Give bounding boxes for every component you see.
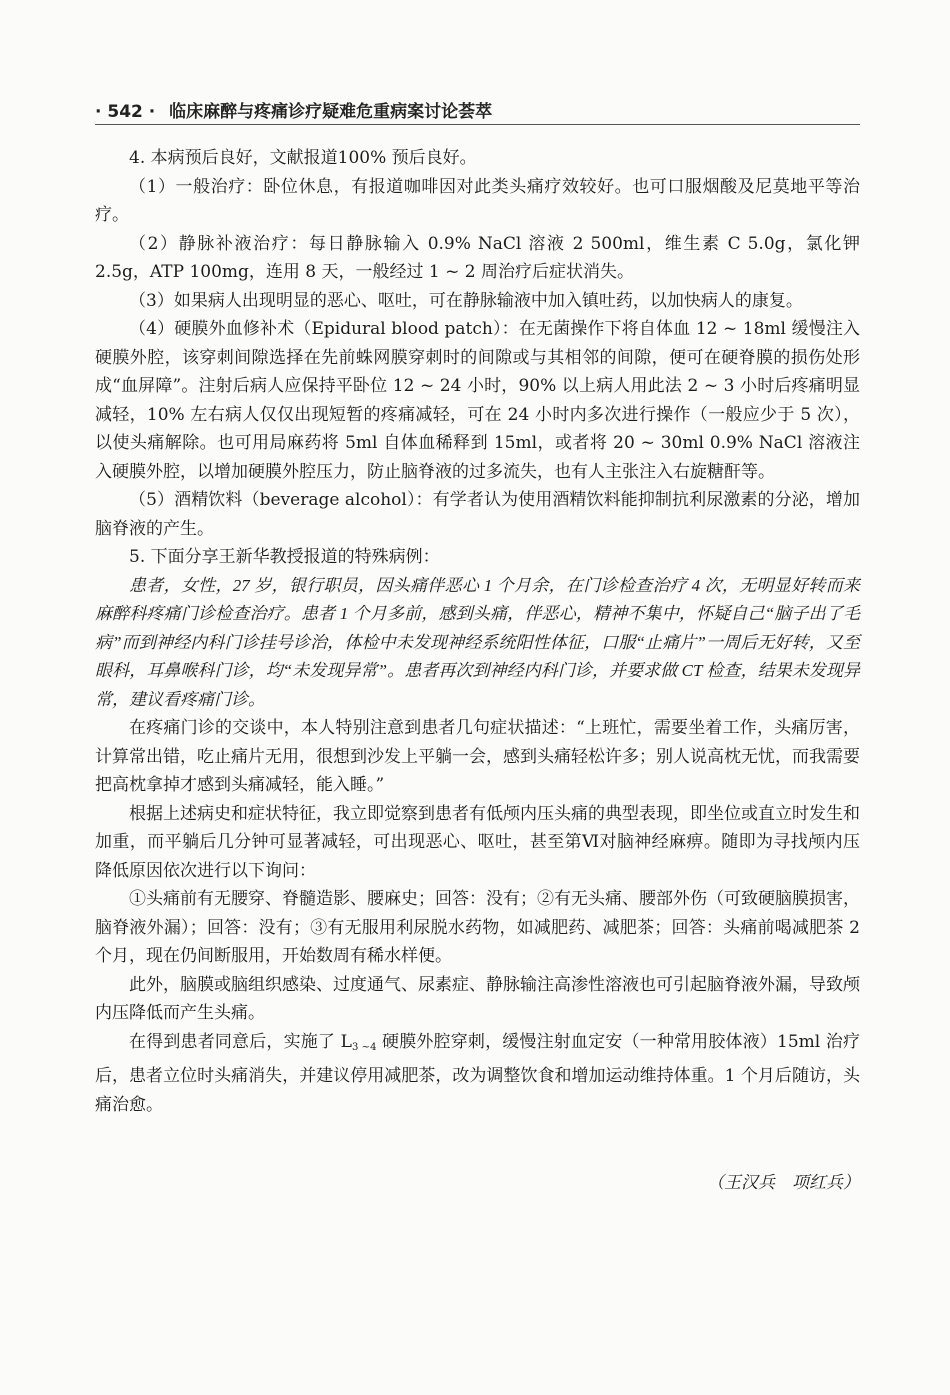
paragraph-prognosis: 4. 本病预后良好，文献报道100% 预后良好。	[129, 148, 477, 168]
paragraph-diagnosis: 根据上述病史和症状特征，我立即觉察到患者有低颅内压头痛的典型表现，即坐位或直立时发生和加重，而平躺后几分钟可显著减轻，可出现恶心、呕吐，甚至第Ⅵ对脑神经麻痹。随即为寻找颅内压降低原因依次进行以下询问：	[95, 803, 860, 881]
paragraph-general-treatment: （1）一般治疗：卧位休息，有报道咖啡因对此类头痛疗效较好。也可口服烟酸及尼莫地平等治疗。	[95, 176, 860, 225]
outcome-text-end: 硬膜外腔穿刺，缓慢注射血定安（一种常用胶体液）15ml 治疗后，患者立位时头痛消失，并建议停用减肥茶，改为调整饮食和增加运动维持体重。1 个月后随访，头痛治愈。	[95, 1031, 860, 1115]
page-number: · 542 ·	[95, 102, 156, 122]
paragraph-alcohol: （5）酒精饮料（beverage alcohol）：有学者认为使用酒精饮料能抑制抗利尿激素的分泌，增加脑脊液的产生。	[95, 490, 860, 539]
header-rule	[95, 124, 860, 125]
paragraph-antiemetic: （3）如果病人出现明显的恶心、呕吐，可在静脉输液中加入镇吐药，以加快病人的康复。	[129, 290, 803, 311]
lumbar-level-subscript: 3 ~4	[351, 1041, 377, 1053]
book-title: 临床麻醉与疼痛诊疗疑难危重病案讨论荟萃	[169, 102, 493, 122]
running-header	[95, 97, 860, 122]
paragraph-treatment-outcome	[95, 1028, 860, 1120]
author-signature: （王汉兵 项红兵）	[707, 1173, 860, 1192]
paragraph-case-history: 患者，女性，27 岁，银行职员，因头痛伴恶心 1 个月余，在门诊检查治疗 4 次，无明显好转而来麻醉科疼痛门诊检查治疗。患者 1 个月多前，感到头痛，伴恶心，精神不集中，怀疑自己“脑子出了毛病”而到神经内科门诊挂号诊治，体检中未发现神经系统阳性体征，口服“止痛片”一周后无好转，又至眼科，耳鼻喉科门诊，均“未发现异常”。患者再次到神经内科门诊，并要求做 CT 检查，结果未发现异常，建议看疼痛门诊。	[95, 575, 860, 709]
paragraph-patient-quote: 在疼痛门诊的交谈中，本人特别注意到患者几句症状描述：“上班忙，需要坐着工作，头痛厉害，计算常出错，吃止痛片无用，很想到沙发上平躺一会，感到头痛轻松许多；别人说高枕无忧，而我需要把高枕拿掉才感到头痛减轻，能入睡。”	[95, 718, 860, 795]
paragraph-other-causes: 此外，脑膜或脑组织感染、过度通气、尿素症、静脉输注高渗性溶液也可引起脑脊液外漏，导致颅内压降低而产生头痛。	[95, 974, 860, 1023]
paragraph-iv-fluids: （2）静脉补液治疗：每日静脉输入 0.9% NaCl 溶液 2 500ml，维生素 C 5.0g，氯化钾 2.5g，ATP 100mg，连用 8 天，一般经过 1 ~ 2 周治疗后症状消失。	[95, 233, 860, 282]
paragraph-blood-patch: （4）硬膜外血修补术（Epidural blood patch）：在无菌操作下将自体血 12 ~ 18ml 缓慢注入硬膜外腔，该穿刺间隙选择在先前蛛网膜穿刺时的间隙或与其相邻的间隙，便可在硬脊膜的损伤处形成“血屏障”。注射后病人应保持平卧位 12 ~ 24 小时，90% 以上病人用此法 2 ~ 3 小时后疼痛明显减轻，10% 左右病人仅仅出现短暂的疼痛减轻，可在 24 小时内多次进行操作（一般应少于 5 次），以使头痛解除。也可用局麻药将 5ml 自体血稀释到 15ml，或者将 20 ~ 30ml 0.9% NaCl 溶液注入硬膜外腔，以增加硬膜外腔压力，防止脑脊液的过多流失，也有人主张注入右旋糖酐等。	[95, 319, 860, 482]
paragraph-inquiry: ①头痛前有无腰穿、脊髓造影、腰麻史；回答：没有；②有无头痛、腰部外伤（可致硬脑膜损害，脑脊液外漏）；回答：没有；③有无服用利尿脱水药物，如减肥药、减肥茶；回答：头痛前喝减肥茶 2 个月，现在仍间断服用，开始数周有稀水样便。	[95, 889, 860, 966]
outcome-text-start: 在得到患者同意后，实施了 L	[129, 1031, 352, 1052]
paragraph-case-intro: 5. 下面分享王新华教授报道的特殊病例：	[129, 547, 440, 567]
body-text	[95, 144, 860, 1119]
